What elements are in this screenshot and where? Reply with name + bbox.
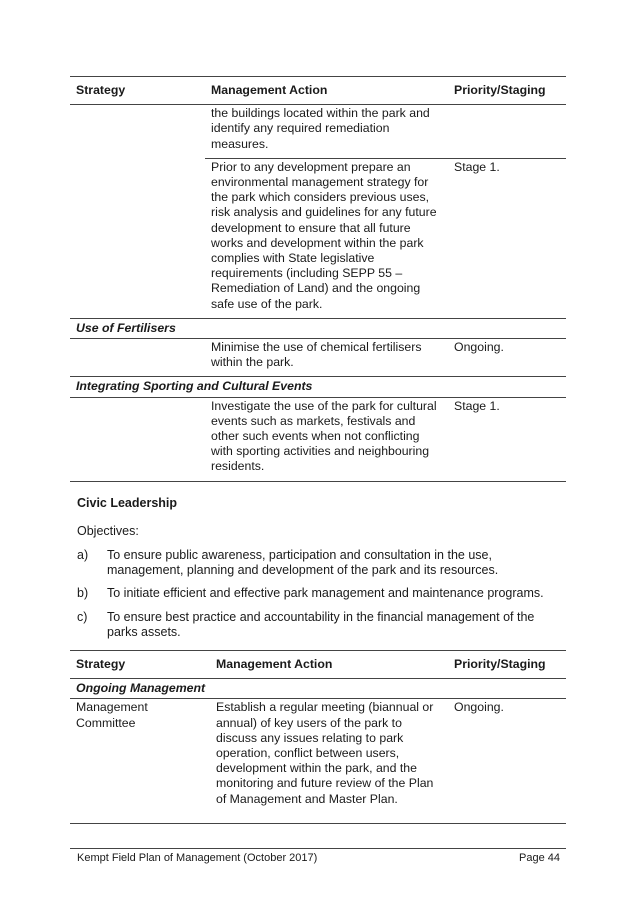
cell-priority	[448, 105, 566, 159]
cell-action: Establish a regular meeting (biannual or annual) of key users of the park to discuss any issues relating to park operation, conflict between users, development within the park, and the monitoring and future review of the Plan of Management and Master Plan.	[210, 699, 448, 823]
objectives-label: Objectives:	[77, 524, 139, 538]
header-strategy: Strategy	[70, 77, 205, 105]
cell-strategy: Management Committee	[70, 699, 210, 823]
section-row-ongoing-management	[70, 679, 566, 699]
cell-strategy	[70, 339, 205, 377]
section-title: Ongoing Management	[70, 679, 566, 699]
cell-strategy	[70, 105, 205, 159]
header-management-action: Management Action	[210, 651, 448, 679]
objective-item	[77, 586, 567, 601]
management-table-1	[70, 76, 566, 482]
table-row	[70, 699, 566, 823]
objective-letter: b)	[77, 586, 89, 601]
cell-action: Minimise the use of chemical fertilisers within the park.	[211, 340, 422, 370]
objectives-list	[77, 548, 567, 648]
objective-item	[77, 610, 567, 640]
cell-priority: Stage 1.	[448, 158, 566, 318]
table-row	[70, 339, 566, 377]
management-table-2	[70, 650, 566, 824]
table-header-row	[70, 77, 566, 105]
section-row-events	[70, 377, 566, 397]
section-row-fertilisers	[70, 318, 566, 338]
table-row	[70, 397, 566, 481]
table-header-row	[70, 651, 566, 679]
cell-action: Investigate the use of the park for cultural events such as markets, festivals and other such events when not conflicting with sporting activities and neighbouring residents.	[205, 397, 448, 481]
cell-priority: Stage 1.	[448, 397, 566, 481]
cell-action: Prior to any development prepare an environmental management strategy for the park which considers previous uses, risk analysis and guidelines for any future development to ensure that all future works and development within the park complies with State legislative requirements (including SEPP 55 – Remediation of Land) and the ongoing safe use of the park.	[205, 158, 448, 318]
table-row	[70, 158, 566, 318]
header-priority: Priority/Staging	[448, 77, 566, 105]
footer-page-number: Page 44	[519, 852, 560, 864]
section-title: Integrating Sporting and Cultural Events	[70, 377, 566, 397]
header-priority: Priority/Staging	[448, 651, 566, 679]
header-management-action: Management Action	[205, 77, 448, 105]
objective-item	[77, 548, 567, 578]
cell-priority: Ongoing.	[454, 340, 504, 355]
footer-divider	[70, 848, 566, 849]
objective-letter: a)	[77, 548, 89, 562]
objective-text: To ensure best practice and accountability in the financial management of the parks assets.	[107, 609, 535, 639]
section-title: Use of Fertilisers	[70, 318, 566, 338]
cell-priority: Ongoing.	[448, 699, 566, 823]
objective-text: To initiate efficient and effective park management and maintenance programs.	[107, 586, 544, 601]
objective-text: To ensure public awareness, participation and consultation in the use, management, planning and development of the park and its resources.	[107, 548, 499, 578]
header-strategy: Strategy	[70, 651, 210, 679]
table-row	[70, 105, 566, 159]
footer-document-title: Kempt Field Plan of Management (October 2017)	[77, 852, 318, 864]
objective-letter: c)	[77, 609, 88, 624]
cell-strategy	[70, 397, 205, 481]
cell-strategy	[70, 158, 205, 318]
civic-leadership-heading: Civic Leadership	[77, 496, 178, 510]
cell-action: the buildings located within the park and identify any required remediation measures.	[211, 106, 430, 151]
